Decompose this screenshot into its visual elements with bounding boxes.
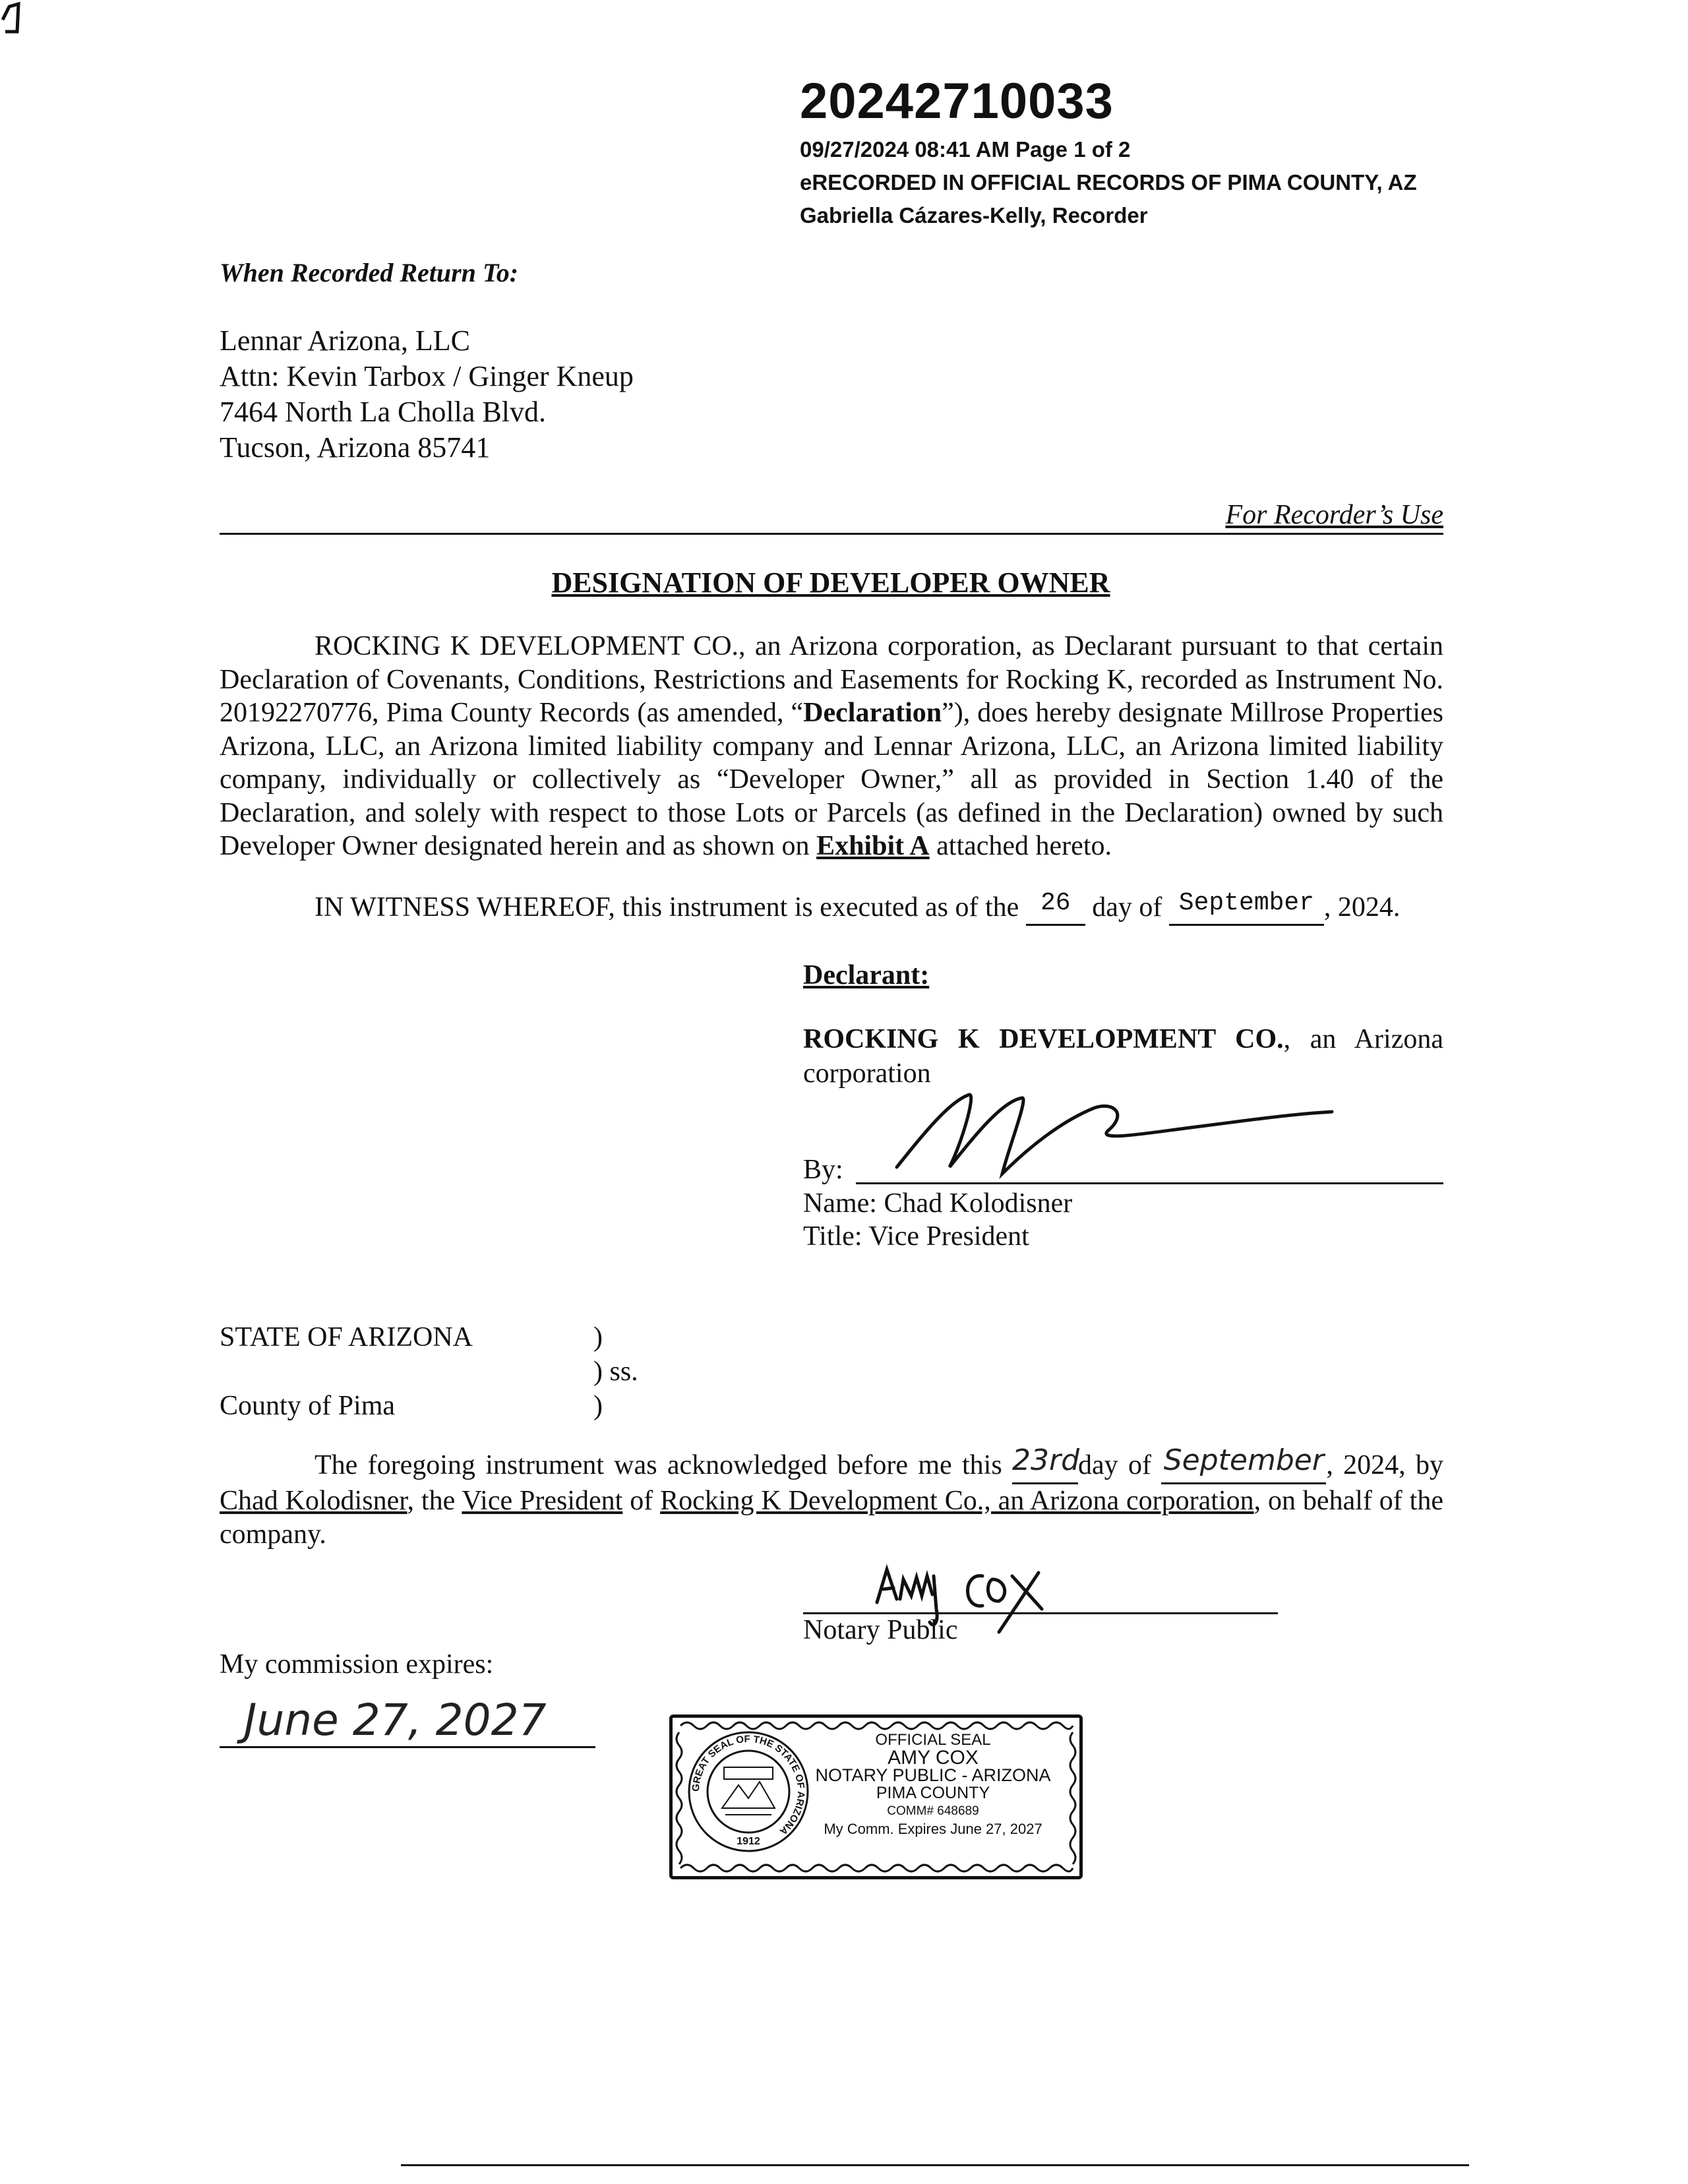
company-name: ROCKING K DEVELOPMENT CO. [803, 1024, 1284, 1054]
ack-middle: day of [1078, 1450, 1151, 1480]
recording-office: eRECORDED IN OFFICIAL RECORDS OF PIMA COUNTY, AZ [800, 170, 1417, 195]
recorder-name: Gabriella Cázares-Kelly, Recorder [800, 203, 1148, 228]
by-label: By: [803, 1155, 843, 1185]
ack-year: , 2024, by [1326, 1450, 1444, 1480]
signer-name: Name: Chad Kolodisner [803, 1188, 1073, 1219]
address-line: Attn: Kevin Tarbox / Ginger Kneup [220, 360, 634, 392]
ack-day-field [1012, 1443, 1080, 1484]
ack-suffix: , on behalf of the company. [220, 1486, 1443, 1550]
corner-scan-mark [0, 0, 26, 40]
return-to-heading: When Recorded Return To: [220, 258, 519, 288]
recorders-use-label: For Recorder’s Use [1225, 500, 1443, 530]
return-address [220, 323, 634, 466]
notary-label: Notary Public [803, 1615, 958, 1645]
designation-paragraph [220, 630, 1443, 863]
signer-title: Title: Vice President [803, 1221, 1029, 1252]
seal-emblem-year: 1912 [737, 1836, 760, 1847]
ack-officer: Chad Kolodisner [220, 1486, 407, 1516]
witness-middle: day of [1092, 892, 1162, 923]
state-seal-emblem [686, 1729, 811, 1854]
address-line: 7464 North La Cholla Blvd. [220, 396, 546, 428]
body-text: attached hereto. [929, 831, 1112, 861]
declaration-term: Declaration [803, 698, 942, 728]
ack-sep: of [622, 1486, 661, 1516]
recording-datetime: 09/27/2024 08:41 AM Page 1 of 2 [800, 137, 1131, 162]
declarant-label: Declarant: [803, 960, 930, 990]
venue-block [220, 1320, 473, 1423]
signer-info [803, 1187, 1072, 1253]
seal-text [795, 1731, 1071, 1838]
venue-ss: ) ss. [593, 1356, 638, 1387]
seal-line: My Comm. Expires June 27, 2027 [824, 1821, 1042, 1837]
body-text: ROCKING K DEVELOPMENT CO., an Arizona corporation, as Declarant pursuant to that certain Declaration of Covenants, Conditions, Restrictions and Easements for Rocking K, recorded as Instrument No. 20192270776, Pima County Records (as amended, “ [220, 631, 1443, 728]
witness-day: 26 [1040, 889, 1071, 917]
signature-line [856, 1182, 1443, 1184]
footer-rule [401, 2164, 1469, 2166]
document-title: DESIGNATION OF DEVELOPER OWNER [551, 566, 1110, 599]
witness-year: , 2024. [1323, 892, 1401, 923]
venue-state: STATE OF ARIZONA [220, 1322, 473, 1352]
commission-label: My commission expires: [220, 1649, 494, 1680]
ack-month-field [1161, 1443, 1326, 1484]
ack-office: Vice President [462, 1486, 623, 1516]
witness-clause [315, 889, 1401, 926]
venue-brackets [593, 1320, 638, 1423]
acknowledgment-paragraph [220, 1443, 1444, 1552]
ack-entity: Rocking K Development Co., an Arizona corporation [660, 1486, 1254, 1516]
witness-month-field [1169, 889, 1324, 926]
seal-line: PIMA COUNTY [876, 1784, 990, 1802]
address-line: Lennar Arizona, LLC [220, 324, 470, 357]
seal-line: OFFICIAL SEAL [875, 1731, 991, 1749]
body-text: ”), does hereby designate Millrose Properties Arizona, LLC, an Arizona limited liability company and Lennar Arizona, LLC, an Arizona limited liability company, individually or collectively as “Developer Owner,” all as provided in Section 1.40 of the Declaration, and solely with respect to those Lots or Parcels (as defined in the Declaration) owned by such Developer Owner designated herein and as shown on [220, 698, 1443, 861]
ack-day: 23rd [1012, 1443, 1080, 1477]
exhibit-reference: Exhibit A [816, 831, 930, 861]
commission-line [220, 1746, 595, 1748]
ack-prefix: The foregoing instrument was acknowledged before me this [315, 1450, 1002, 1480]
ack-sep: , the [407, 1486, 462, 1516]
venue-paren: ) [593, 1322, 603, 1352]
commission-date: June 27, 2027 [244, 1695, 547, 1745]
declarant-signature [877, 1068, 1352, 1187]
witness-prefix: IN WITNESS WHEREOF, this instrument is executed as of the [315, 892, 1019, 923]
seal-line: NOTARY PUBLIC - ARIZONA [815, 1765, 1051, 1785]
seal-emblem-text: GREAT SEAL OF THE STATE OF ARIZONA [690, 1733, 807, 1837]
instrument-number: 20242710033 [800, 73, 1114, 129]
company-type: , an Arizona corporation [803, 1024, 1443, 1089]
divider [220, 533, 1443, 535]
ack-month: September [1163, 1443, 1324, 1477]
address-line: Tucson, Arizona 85741 [220, 431, 491, 464]
witness-day-field [1026, 889, 1085, 926]
seal-line: AMY COX [888, 1747, 979, 1769]
venue-county: County of Pima [220, 1391, 396, 1421]
seal-line: COMM# 648689 [887, 1804, 979, 1818]
venue-paren: ) [593, 1391, 603, 1421]
witness-month: September [1178, 889, 1315, 917]
